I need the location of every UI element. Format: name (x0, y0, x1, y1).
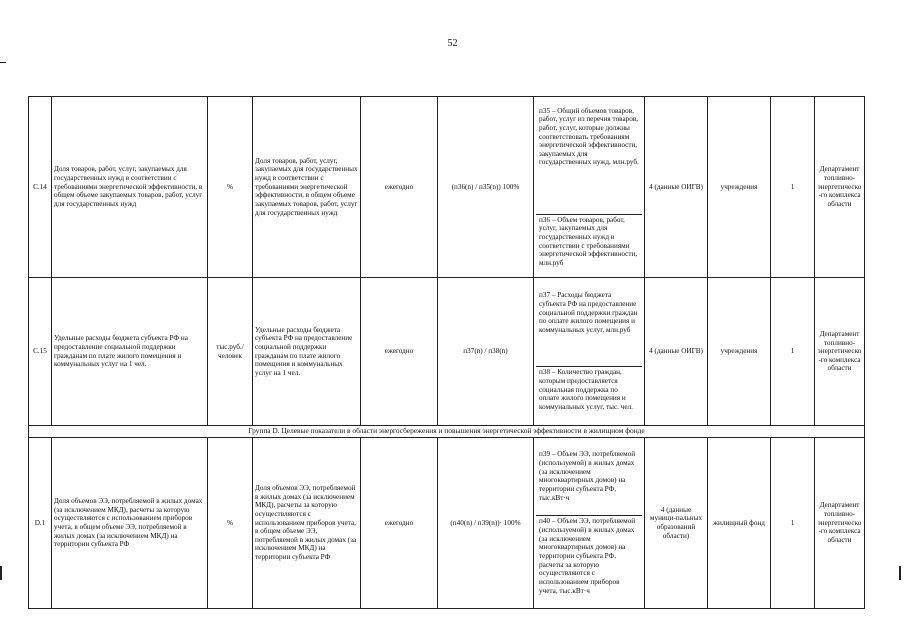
variable-item: п36 – Объем товаров, работ, услуг, закупаемых для государственных нужд в соответствии с требованиями энергетической эффективности, млн.руб (539, 215, 638, 267)
variables-cell (534, 278, 645, 426)
variable-item: п35 – Общий объемов товаров, работ, услуг из перечня товаров, работ, услуг, которые должны соответствовать требованиям энергетической эффективности, закупаемых для государственных нужд, млн.руб. (536, 106, 642, 215)
row-code: С.14 (29, 97, 52, 278)
table-row-d1 (29, 437, 865, 608)
responsible-cell: Департамент топливно-энергетическо-го комплекса области (815, 97, 865, 278)
variable-item: п37 – Расходы бюджета субъекта РФ на предоставление социальной поддержки граждан по оплате жилого помещения и коммунальных услуг, млн.руб (536, 290, 642, 367)
indicator-name: Удельные расходы бюджета субъекта РФ на предоставление социальной поддержки гражданам по плате жилого помещения и коммунальных услуг на 1 чел. (52, 278, 208, 426)
formula-cell: (п40(n) / п39(n))· 100% (438, 437, 534, 608)
formula-cell: (п36(n) / п35(n)) 100% (438, 97, 534, 278)
level-cell: учреждения (708, 278, 771, 426)
responsible-cell: Департамент топливно-энергетическо-го комплекса области (815, 278, 865, 426)
variables-cell (534, 97, 645, 278)
left-edge-mark-bottom (0, 566, 2, 580)
frequency-cell: ежегодно (361, 97, 438, 278)
group-d-header-row (29, 426, 865, 438)
table-row-c14 (29, 97, 865, 278)
data-source-cell: 4 (данные ОИГВ) (645, 278, 708, 426)
indicator-definition: Доля товаров, работ, услуг, закупаемых для государственных нужд в соответствии с требованиями энергетической эффективности, в общем объеме закупаемых товаров, работ, услуг для государственных нужд (253, 97, 361, 278)
row-code: D.1 (29, 437, 52, 608)
indicator-definition: Удельные расходы бюджета субъекта РФ на предоставление социальной поддержки гражданам по плате жилого помещения и коммунальных услуг на 1 чел. (253, 278, 361, 426)
indicator-name: Доля товаров, работ, услуг, закупаемых для государственных нужд в соответствии с требованиями энергетической эффективности, в общем объеме закупаемых товаров, работ, услуг для государственных нужд (52, 97, 208, 278)
unit-cell: % (208, 97, 253, 278)
page-number: 52 (447, 38, 458, 49)
left-edge-mark (0, 62, 6, 63)
indicator-name: Доля объемов ЭЭ, потребляемой в жилых домах (за исключением МКД), расчеты за которую осуществляются с использованием приборов учета, в общем объеме ЭЭ, потребляемой в жилых домах (за исключением МКД) на территории субъекта РФ (52, 437, 208, 608)
variables-cell (534, 437, 645, 608)
flag-cell: 1 (771, 278, 815, 426)
data-source-cell: 4 (данные ОИГВ) (645, 97, 708, 278)
flag-cell: 1 (771, 97, 815, 278)
variable-item: п39 – Объем ЭЭ, потребляемой (используемой) в жилых домах (за исключением многоквартирных домов) на территории субъекта РФ, тыс.кВт·ч (536, 449, 642, 516)
variable-item: п38 – Количество граждан, которым предоставляется социальная поддержка по оплате жилого помещения и коммунальных услуг, тыс. чел. (539, 368, 633, 411)
formula-cell: п37(n) / п38(n) (438, 278, 534, 426)
flag-cell: 1 (771, 437, 815, 608)
frequency-cell: ежегодно (361, 437, 438, 608)
frequency-cell: ежегодно (361, 278, 438, 426)
group-d-title: Группа D. Целевые показатели в области энергосбережения и повышения энергетической эффективности в жилищном фонде (29, 426, 865, 438)
indicator-definition: Доля объемов ЭЭ, потребляемой в жилых домах (за исключением МКД), расчеты за которую осуществляются с использованием приборов учета, в общем объеме ЭЭ, потребляемой в жилых домах (за исключением МКД) на территории субъекта РФ (253, 437, 361, 608)
indicators-table (28, 96, 865, 609)
responsible-cell: Департамент топливно-энергетическо-го комплекса области (815, 437, 865, 608)
data-source-cell: 4 (данные муници-пальных образований области) (645, 437, 708, 608)
level-cell: учреждения (708, 97, 771, 278)
right-edge-mark-bottom (899, 566, 901, 580)
level-cell: жилищный фонд (708, 437, 771, 608)
table-row-c15 (29, 278, 865, 426)
unit-cell: тыс.руб./человек (208, 278, 253, 426)
row-code: С.15 (29, 278, 52, 426)
unit-cell: % (208, 437, 253, 608)
variable-item: п40 – Объем ЭЭ, потребляемой (используемой) в жилых домах (за исключением многоквартирных домов) на территории субъекта РФ, расчеты за которую осуществляются с использованием приборов учета, тыс.кВт·ч (539, 517, 636, 595)
